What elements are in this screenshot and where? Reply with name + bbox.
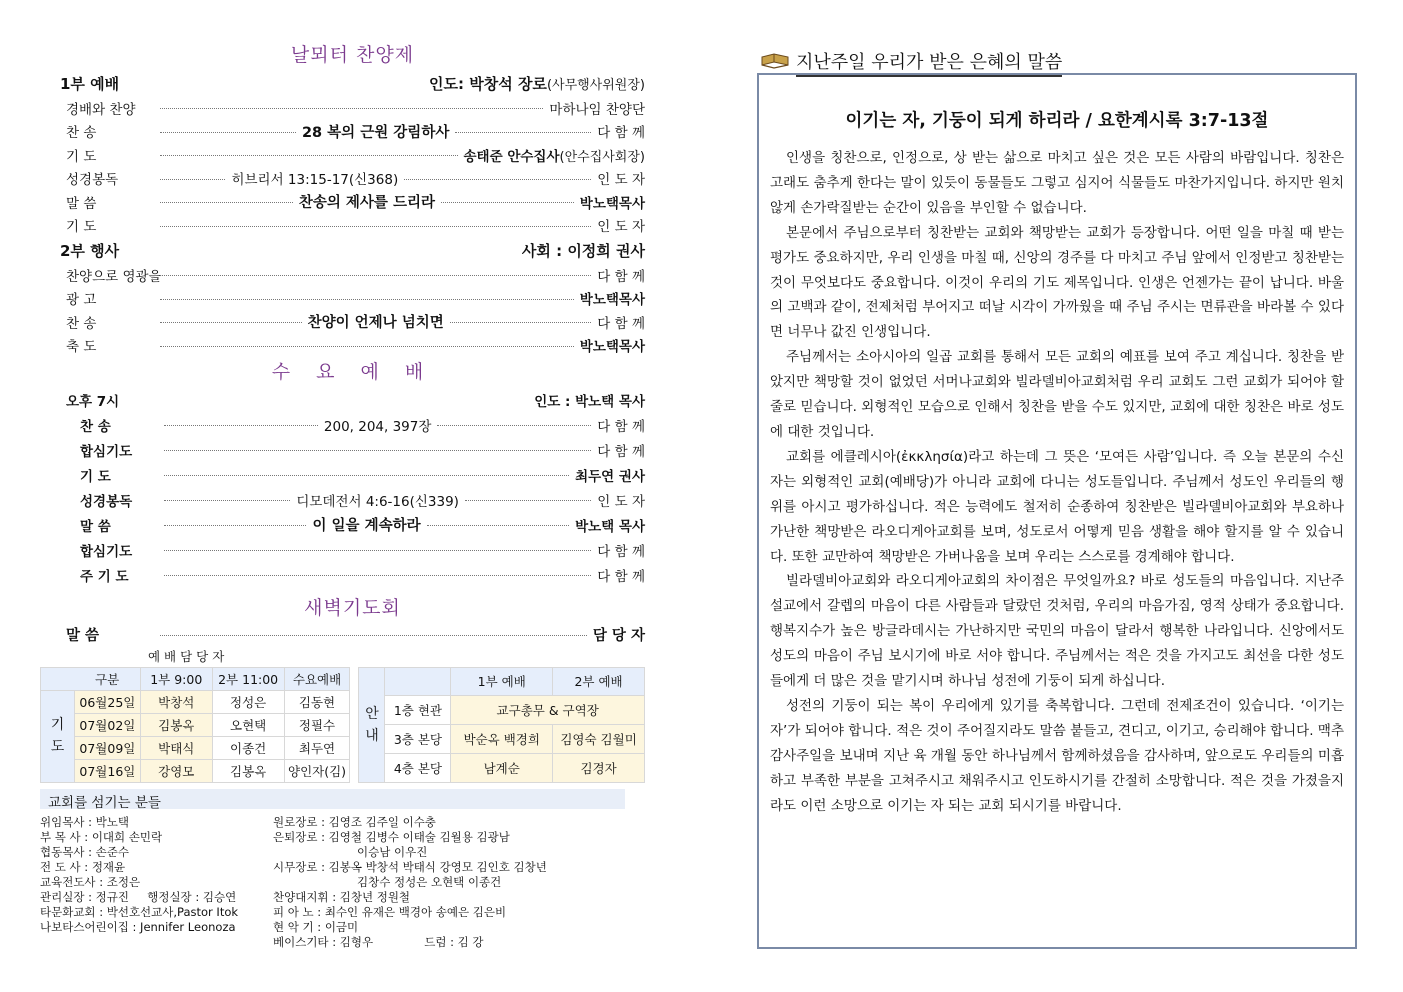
wednesday-row: 성경봉독 디모데전서 4:6-16(신339) 인 도 자 [80,493,645,510]
part2-row: 찬양으로 영광을 다 함 께 [66,268,645,285]
guide-schedule-table: 안내 1부 예배 2부 예배 1층 현관 교구총무 & 구역장 3층 본당 박순옥 백경희 김영숙 김월미 4층 본당 남계순 김경자 [358,667,645,783]
table-row: 07월02일 김봉옥 오현택 정필수 [41,713,350,736]
sermon-title: 이기는 자, 기둥이 되게 하리라 / 요한계시록 3:7-13절 [845,111,1269,131]
prayer-schedule-table: 구분 1부 9:00 2부 11:00 수요예배 기도 06월25일 박창석 정성은 김동현 07월02일 김봉옥 오현택 정필수 07월09일 박태식 이종건 최두연 07월16일 강영모 김봉옥 양인자(김) [40,667,350,783]
part1-leader: 인도: 박창석 장로(사무행사위원장) [429,74,645,93]
part1-row: 경배와 찬양 마하나임 찬양단 [66,101,645,118]
table-row: 3층 본당 박순옥 백경희 김영숙 김월미 [359,725,645,754]
part1-header [60,70,645,96]
part2-row: 찬 송 찬양이 언제나 넘치면 다 함 께 [66,315,645,332]
wednesday-row: 합심기도 다 함 께 [80,543,645,560]
servers-col2: 원로장로 : 김영조 김주일 이수충 은퇴장로 : 김영철 김병수 이태술 김월용 김광남 이승남 이우진 시무장로 : 김봉옥 박창석 박태식 강영모 김인호 김창년 김창수 정성은 오현택 이종건 찬양대지휘 : 김창년 정원철 피 아 노 : 최수인 유재은 백경아 송예은 김은비 현 악 기 : 이금미 베이스기타 : 김형우 드럼 : 김 강 [273,814,547,949]
part2-row: 광 고 박노택목사 [66,292,645,309]
wednesday-row: 합심기도 다 함 께 [80,443,645,460]
sermon-header-text: 지난주일 우리가 받은 은혜의 말씀 [796,48,1062,77]
table-row: 07월09일 박태식 이종건 최두연 [41,736,350,759]
part1-row: 기 도 인 도 자 [66,219,645,236]
table-row: 1층 현관 교구총무 & 구역장 [359,696,645,725]
part2-title: 2부 행사 [60,241,120,260]
part2-mc: 사회 : 이정희 권사 [521,241,645,260]
bible-icon [760,51,790,74]
schedule-tables [40,667,645,783]
dawn-title: 새벽기도회 [304,597,401,619]
servers-list [40,815,645,950]
wednesday-row: 주 기 도 다 함 께 [80,568,645,585]
table-row: 4층 본당 남계순 김경자 [359,753,645,782]
sermon-paragraph: 성전의 기둥이 되는 복이 우리에게 있기를 축복합니다. 그런데 전제조건이 있습니다. ‘이기는 자’가 되어야 합니다. 적은 것이 주어질지라도 말씀 붙들고, 견디고, 이기고, 승리해야 합니다. 맥추감사주일을 보내며 지난 육 개월 동안 하나님께서 함께하셨음을 감사하며, 앞으로도 우리들의 미흡하고 부족한 부분을 고쳐주시고 채워주시고 인도하시기를 간절히 소망합니다. 적은 것을 가졌을지라도 이런 소망으로 이기는 자 되는 교회 되시기를 바랍니다. [770,697,1344,814]
wednesday-row: 찬 송 200, 204, 397장 다 함 께 [80,418,645,435]
wednesday-row: 말 씀 이 일을 계속하라 박노택 목사 [80,518,645,535]
servers-col1: 위임목사 : 박노택 부 목 사 : 이대희 손민락 협동목사 : 손준수 전 도 사 : 정재윤 교육전도사 : 조정은 관리실장 : 정규진 행정실장 : 김승연 타문화교회 : 박선호선교사,Pastor Itok 나보타스어린이집 : Jennifer Leonoza [40,814,239,934]
part1-title: 1부 예배 [60,74,120,93]
wednesday-header: 오후 7시 인도 : 박노택 목사 [66,393,645,410]
dawn-header: 말 씀 담 당 자 [66,628,645,645]
part1-row: 성경봉독 히브리서 13:15-17(신368) 인 도 자 [66,172,645,189]
sermon-paragraph: 본문에서 주님으로부터 칭찬받는 교회와 책망받는 교회가 등장합니다. 어떤 일을 마칠 때 받는 평가도 중요하지만, 우리 인생을 마칠 때, 신앙의 경주를 다 마치고 주님 앞에서 인정받고 칭찬받는 것이 무엇보다도 중요합니다. 이것이 우리의 기도 제목입니다. 인생은 언젠가는 끝이 납니다. 바울의 고백과 같이, 전제처럼 부어지고 떠날 시각이 가까웠을 때 주님 주시는 면류관을 바라볼 수 있다면 너무나 값진 인생입니다. [770,224,1344,341]
part2-header [60,237,645,263]
praise-title: 날뫼터 찬양제 [290,44,415,66]
part1-row: 말 씀 찬송의 제사를 드리라 박노택목사 [66,195,645,212]
table-row: 07월16일 강영모 김봉옥 양인자(김) [41,759,350,782]
part1-row: 찬 송 28 복의 근원 강림하사 다 함 께 [66,124,645,142]
sermon-paragraph: 주님께서는 소아시아의 일곱 교회를 통해서 모든 교회의 예표를 보여 주고 계십니다. 칭찬을 받았지만 책망할 것이 없었던 서머나교회와 빌라델비아교회처럼 우리 교회도 그런 교회가 되어야 할 줄로 믿습니다. 외형적인 모습으로 인해서 칭찬을 받을 수도 있지만, 교회에 대한 칭찬은 바로 성도에 대한 것입니다. [770,349,1344,440]
part1-row: 기 도 송태준 안수집사(안수집사회장) [66,148,645,165]
part2-row: 축 도 박노택목사 [66,339,645,356]
wednesday-row: 기 도 최두연 권사 [80,468,645,485]
sermon-paragraph: 교회를 에클레시아(ἐκκλησία)라고 하는데 그 뜻은 ‘모여든 사람’입니다. 즉 오늘 본문의 수신자는 외형적인 교회(예배당)가 아니라 교회에 다니는 성도들입니다. 주님께서 성도인 우리들의 행위를 아시고 평가하십니다. 적은 능력에도 철저히 순종하여 칭찬받은 빌라델비아교회와 부요하나 가난한 책망받은 라오디게아교회를 보며, 성도로서 어떻게 믿음 생활을 해야 할지를 알 수 있습니다. 또한 교만하여 책망받은 가버나움을 보며 우리는 스스로를 경계해야 합니다. [770,448,1344,565]
sermon-paragraph: 인생을 칭찬으로, 인정으로, 상 받는 삶으로 마치고 싶은 것은 모든 사람의 바람입니다. 칭찬은 고래도 춤추게 한다는 말이 있듯이 동물들도 그렇고 심지어 식물들도 마찬가지입니다. 하지만 원치 않게 손가락질받는 순간이 있음을 부인할 수 없습니다. [770,150,1344,216]
prayer-table-caption: 예 배 담 당 자 [148,648,225,664]
sermon-box [757,73,1357,949]
servers-title: 교회를 섬기는 분들 [40,789,625,809]
sermon-paragraph: 빌라델비아교회와 라오디게아교회의 차이점은 무엇일까요? 바로 성도들의 마음입니다. 지난주 설교에서 갈렙의 마음이 다른 사람들과 달랐던 것처럼, 우리의 마음가짐, 영적 상태가 중요합니다. 행복지수가 높은 방글라데시는 가난하지만 국민의 마음이 달라서 행복한 나라입니다. 신앙에서도 성도의 마음이 주님 보시기에 바로 서야 합니다. 주님께서는 적은 것을 가지고도 최선을 다한 성도들에게 더 많은 것을 맡기시며 하나님 성전에 기둥이 되게 하십니다. [770,573,1344,690]
order-of-worship [40,40,645,950]
wednesday-title: 수 요 예 배 [271,361,434,383]
table-row: 기도 06월25일 박창석 정성은 김동현 [41,690,350,713]
